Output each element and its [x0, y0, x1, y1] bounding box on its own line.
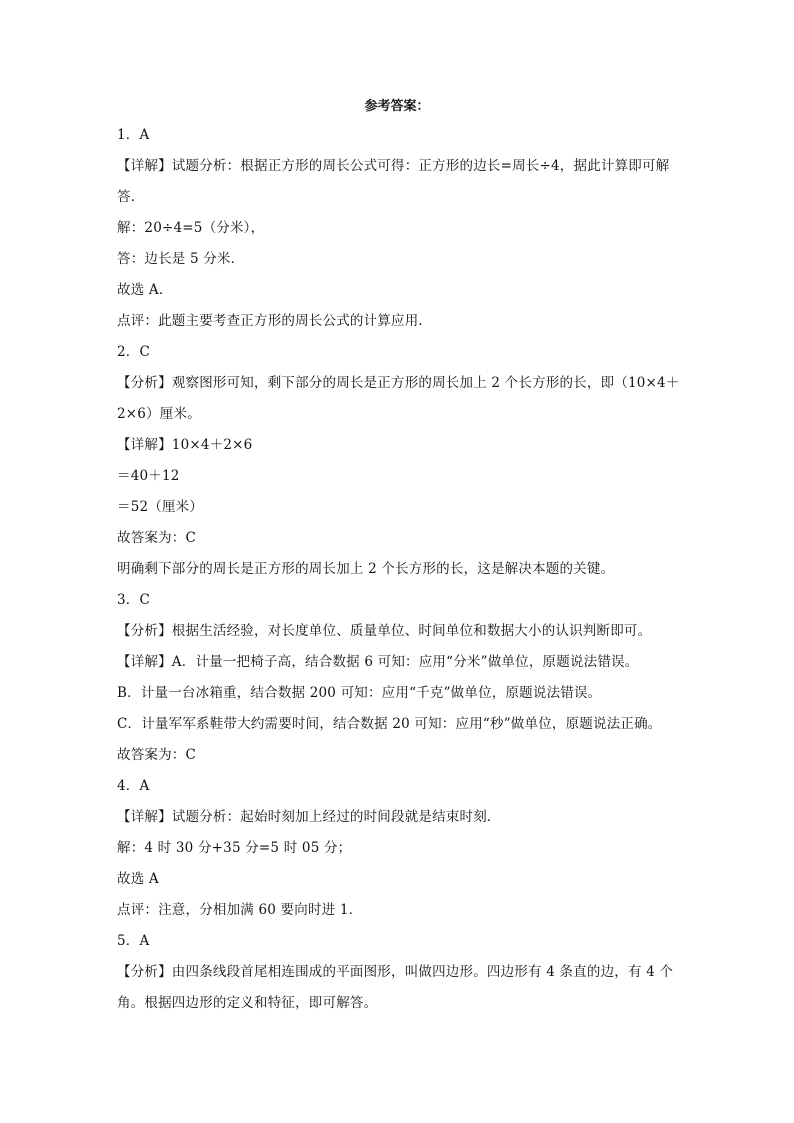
answer-2-analysis-cont: 2×6）厘米。: [117, 406, 201, 422]
answer-4-detail: 【详解】试题分析：起始时刻加上经过的时间段就是结束时刻．: [117, 809, 501, 825]
answer-4-choice: 故选 A: [117, 871, 159, 887]
answer-3-detail-c: C．计量军军系鞋带大约需要时间，结合数据 20 可知：应用“秒”做单位，原题说法正确。: [117, 716, 662, 732]
answer-3-number: 3．C: [117, 592, 151, 608]
answer-content: [117, 120, 679, 1019]
answer-2-detail: 【详解】10×4＋2×6: [117, 437, 253, 453]
answer-1-detail: 【详解】试题分析：根据正方形的周长公式可得：正方形的边长=周长÷4，据此计算即可解: [117, 158, 670, 174]
answer-5-analysis: 【分析】由四条线段首尾相连围成的平面图形，叫做四边形。四边形有 4 条直的边，有 4 个: [117, 964, 674, 980]
answer-4-number: 4．A: [117, 778, 150, 794]
answer-2-step-1: ＝40＋12: [117, 468, 180, 484]
answer-2-key-point: 明确剩下部分的周长是正方形的周长加上 2 个长方形的长，这是解决本题的关键。: [117, 561, 615, 577]
answer-5-analysis-cont: 角。根据四边形的定义和特征，即可解答。: [117, 995, 378, 1011]
answer-1-solution: 解：20÷4=5（分米），: [117, 220, 265, 236]
answer-2-number: 2．C: [117, 344, 151, 360]
answer-1-comment: 点评：此题主要考查正方形的周长公式的计算应用．: [117, 313, 433, 329]
answer-5-number: 5．A: [117, 933, 150, 949]
answer-3-detail-b: B．计量一台冰箱重，结合数据 200 可知：应用“千克”做单位，原题说法错误。: [117, 685, 602, 701]
answer-2-analysis: 【分析】观察图形可知，剩下部分的周长是正方形的周长加上 2 个长方形的长，即（10×4＋: [117, 375, 680, 391]
page-title: 参考答案：: [364, 99, 430, 114]
answer-2-step-2: ＝52（厘米）: [117, 499, 204, 515]
answer-3-result: 故答案为：C: [117, 747, 197, 763]
answer-2-result: 故答案为：C: [117, 530, 197, 546]
answer-1-detail-cont: 答．: [117, 189, 145, 205]
answer-1-answer: 答：边长是 5 分米．: [117, 251, 245, 267]
answer-1-number: 1．A: [117, 127, 150, 143]
answer-3-detail-a: 【详解】A．计量一把椅子高，结合数据 6 可知：应用“分米”做单位，原题说法错误。: [117, 654, 639, 670]
answer-3-analysis: 【分析】根据生活经验，对长度单位、质量单位、时间单位和数据大小的认识判断即可。: [117, 623, 652, 639]
answer-4-comment: 点评：注意，分相加满 60 要向时进 1．: [117, 902, 363, 918]
answer-4-solution: 解：4 时 30 分+35 分=5 时 05 分；: [117, 840, 352, 856]
answer-1-choice: 故选 A．: [117, 282, 173, 298]
